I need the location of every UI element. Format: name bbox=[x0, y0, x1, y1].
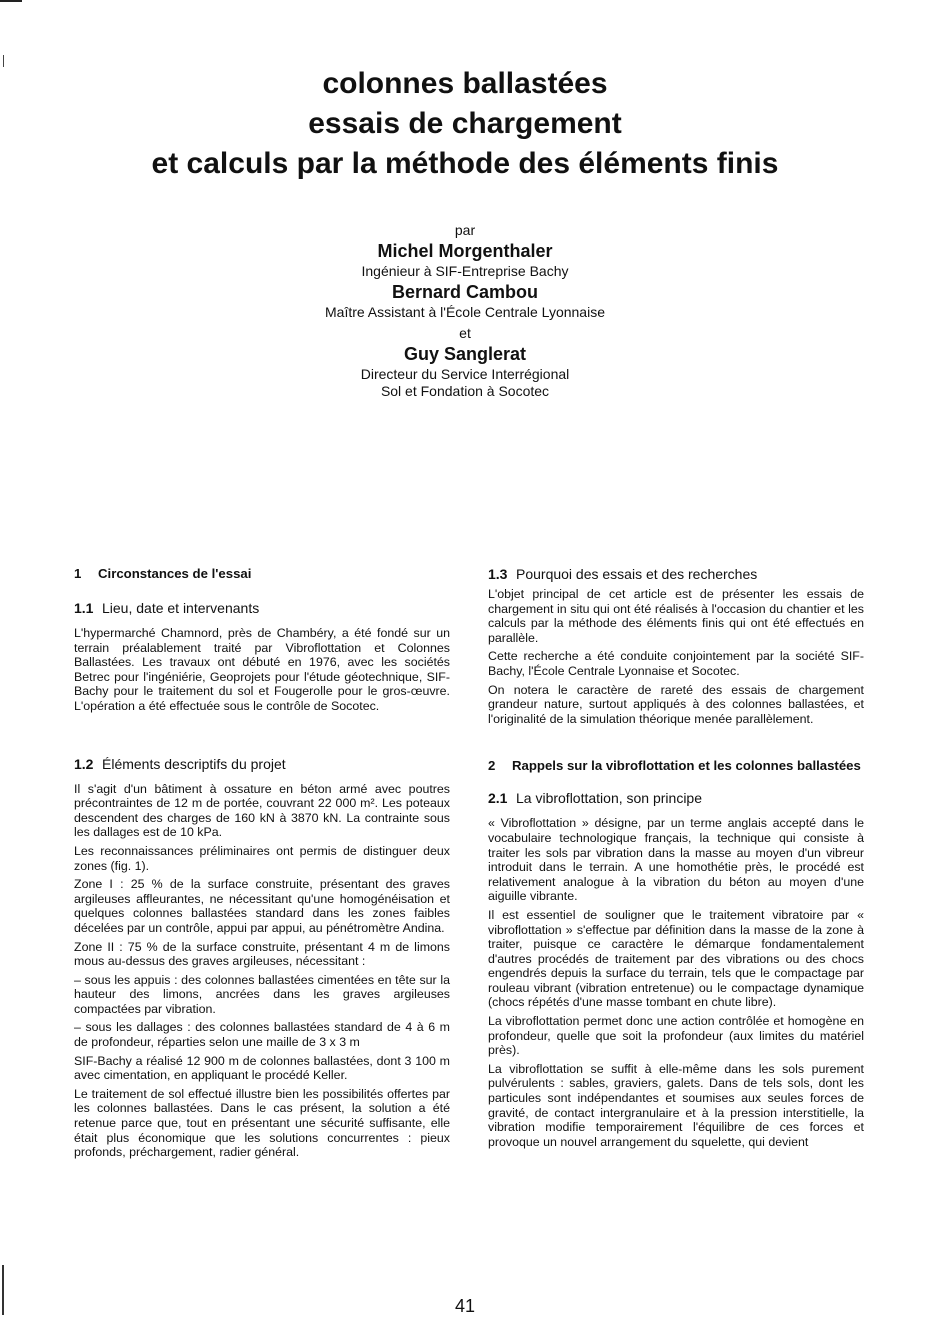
section-title: Rappels sur la vibroflottation et les colonnes ballastées bbox=[512, 758, 861, 774]
paragraph: La vibroflottation se suffit à elle-même dans les sols purement pulvérulents : sables, graviers, galets. Dans de tels sols, dont les particules sont indépendantes et soumises aux seules forces de gravité, de contact intergranulaire et à la pression interstitielle, la vibration modifie temporairement l'équilibre de ces forces et provoque un nouvel arrangement du squelette, qui devient bbox=[488, 1061, 864, 1149]
author-name: Michel Morgenthaler bbox=[377, 241, 553, 261]
subsection-heading bbox=[74, 600, 450, 617]
paragraph: Cette recherche a été conduite conjointement par la société SIF-Bachy, l'École Centrale Lyonnaise et Socotec. bbox=[488, 649, 864, 678]
author-affiliation: Ingénieur à SIF-Entreprise Bachy bbox=[361, 263, 569, 279]
section-number: 2 bbox=[488, 758, 496, 774]
subsection-title: Lieu, date et intervenants bbox=[102, 600, 260, 616]
page-number: 41 bbox=[454, 1296, 476, 1316]
title-line: colonnes ballastées bbox=[322, 67, 608, 100]
left-column bbox=[74, 566, 450, 1164]
article-title bbox=[60, 64, 870, 184]
paragraph: Il est essentiel de souligner que le traitement vibratoire par « vibroflottation » s'effectue par définition dans la masse de la zone à traiter, puisque ce caractère le démarque fondamentalement d'autres procédés de traitement par des vibrations ou des chocs engendrés depuis la surface du terrain, tels que le compactage par rouleau vibrant (vibration entretenue) ou le compactage dynamique (chocs répétés d'une masse tombant en chute libre). bbox=[488, 907, 864, 1010]
paragraph: L'hypermarché Chamnord, près de Chambéry, a été fondé sur un terrain préalablement traité par Vibroflottation et Colonnes Ballastées. Les travaux ont débuté en 1976, avec les sociétés Betrec pour l'ingéniérie, Geoprojets pour l'étude géotechnique, SIF-Bachy pour le traitement du sol et Fougerolle pour le gros-œuvre. L'opération a été effectuée sous le contrôle de Socotec. bbox=[74, 626, 450, 713]
scan-edge-mark bbox=[3, 55, 4, 67]
section-heading bbox=[74, 566, 450, 582]
paragraph: – sous les dallages : des colonnes ballastées standard de 4 à 6 m de profondeur, réparties selon une maille de 3 x 3 m bbox=[74, 1020, 450, 1050]
author-name: Bernard Cambou bbox=[391, 282, 539, 302]
author-name: Guy Sanglerat bbox=[403, 344, 527, 364]
subsection-number: 2.1 bbox=[488, 790, 508, 807]
byline-et: et bbox=[459, 325, 471, 341]
paragraph: « Vibroflottation » désigne, par un terme anglais accepté dans le vocabulaire technologique français, la technique qui consiste à traiter les sols par vibration dans la masse au moyen d'un vibreur introduit dans le terrain. A une homothétie près, le procédé est relativement analogue à la vibration du béton au moyen d'une aiguille vibrante. bbox=[488, 816, 864, 904]
section-title: Circonstances de l'essai bbox=[98, 566, 252, 581]
byline bbox=[160, 221, 770, 400]
paragraph: Le traitement de sol effectué illustre bien les possibilités offertes par les colonnes ballastées. Dans le cas présent, la solution a été retenue parce que, tout en présentant une sécurité suffisante, elle était plus économique que les solutions concurrentes : pieux profonds, préchargement, radier général. bbox=[74, 1086, 450, 1160]
section-heading bbox=[488, 758, 864, 774]
subsection-number: 1.1 bbox=[74, 600, 94, 616]
paragraph: Les reconnaissances préliminaires ont permis de distinguer deux zones (fig. 1). bbox=[74, 843, 450, 873]
paragraph: Zone I : 25 % de la surface construite, présentant des graves argileuses affleurantes, ne nécessitant qu'une homogénéisation et quelques colonnes ballastées standard dans les zones faibles décelées par un contrôle, appui par appui, au pénétromètre Andina. bbox=[74, 877, 450, 935]
author-affiliation: Directeur du Service Interrégional bbox=[360, 366, 570, 382]
subsection-title: Pourquoi des essais et des recherches bbox=[516, 566, 758, 582]
paragraph: La vibroflottation permet donc une action contrôlée et homogène en profondeur, quelle que soit la profondeur (aux limites du matériel près). bbox=[488, 1014, 864, 1058]
title-line: et calculs par la méthode des éléments finis bbox=[151, 147, 779, 180]
paragraph: On notera le caractère de rareté des essais de chargement grandeur nature, surtout appliqués à des colonnes ballastées, et l'originalité de la simulation théorique menée parallèlement. bbox=[488, 682, 864, 726]
section-number: 1 bbox=[74, 566, 82, 581]
paragraph: Zone II : 75 % de la surface construite, présentant 4 m de limons mous au-dessus des graves argileuses, nécessitant : bbox=[74, 939, 450, 969]
subsection-number: 1.2 bbox=[74, 755, 94, 772]
byline-par: par bbox=[454, 222, 476, 238]
paragraph: SIF-Bachy a réalisé 12 900 m de colonnes ballastées, dont 3 100 m avec cimentation, en appliquant le procédé Keller. bbox=[74, 1053, 450, 1083]
subsection-title: Éléments descriptifs du projet bbox=[102, 755, 286, 772]
title-line: essais de chargement bbox=[308, 107, 622, 140]
subsection-title: La vibroflottation, son principe bbox=[516, 790, 702, 807]
scan-edge-mark bbox=[0, 0, 22, 2]
paragraph: – sous les appuis : des colonnes ballastées cimentées en tête sur la hauteur des limons, ancrées dans les graves argileuses compactées par vibration. bbox=[74, 972, 450, 1016]
author-affiliation: Sol et Fondation à Socotec bbox=[380, 383, 550, 399]
subsection-number: 1.3 bbox=[488, 566, 508, 582]
right-column bbox=[488, 566, 864, 1153]
author-affiliation: Maître Assistant à l'École Centrale Lyonnaise bbox=[325, 304, 605, 320]
subsection-heading bbox=[488, 790, 864, 807]
paragraph: Il s'agit d'un bâtiment à ossature en béton armé avec poutres précontraintes de 12 m de portée, couvrant 22 000 m². Les poteaux descendent des charges de 160 kN à 3870 kN. La contrainte sous les dallages est de 10 kPa. bbox=[74, 781, 450, 840]
subsection-heading bbox=[488, 566, 864, 583]
paragraph: L'objet principal de cet article est de présenter les essais de chargement in situ qui ont été réalisés à l'occasion du chantier et les calculs par la méthode des éléments finis qui ont été effectués en parallèle. bbox=[488, 587, 864, 645]
subsection-heading bbox=[74, 756, 450, 773]
